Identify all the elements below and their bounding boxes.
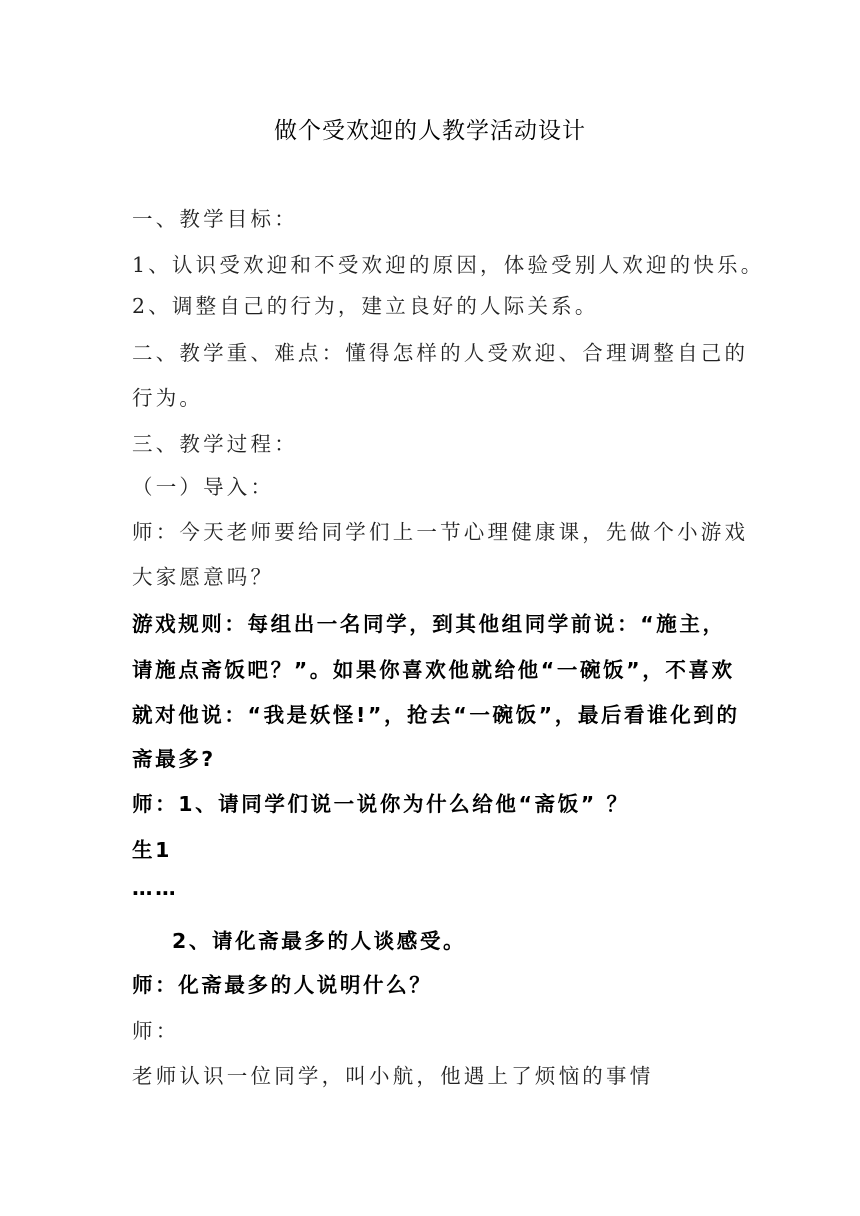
- game-rules-line: 游戏规则：每组出一名同学，到其他组同学前说：“施主，: [132, 612, 726, 636]
- document-title: 做个受欢迎的人教学活动设计: [274, 118, 586, 144]
- student-answer-line: 生1: [132, 838, 172, 862]
- game-rules-line: 就对他说：“我是妖怪!”，抢去“一碗饭”，最后看谁化到的: [132, 703, 740, 727]
- section-heading-key-points: 二、教学重、难点：懂得怎样的人受欢迎、合理调整自己的: [132, 341, 749, 365]
- game-rules-line: 斋最多?: [132, 747, 216, 771]
- section-heading-process: 三、教学过程：: [132, 432, 298, 456]
- objective-item-1: 1、认识受欢迎和不受欢迎的原因，体验受别人欢迎的快乐。: [132, 253, 765, 277]
- teacher-question-line: 2、请化斋最多的人谈感受。: [172, 929, 467, 953]
- game-rules-line: 请施点斋饭吧？”。如果你喜欢他就给他“一碗饭”，不喜欢: [132, 658, 735, 682]
- paragraph-line: 老师认识一位同学，叫小航，他遇上了烦恼的事情: [132, 1064, 654, 1088]
- subsection-heading-intro: （一）导入：: [132, 475, 275, 499]
- teacher-line: 师：: [132, 1019, 180, 1043]
- teacher-question-line: 师：化斋最多的人说明什么？: [132, 973, 433, 997]
- section-heading-objectives: 一、教学目标：: [132, 207, 298, 231]
- teacher-question-line: 师：1、请同学们说一说你为什么给他“斋饭” ？: [132, 792, 630, 816]
- paragraph-line: 师：今天老师要给同学们上一节心理健康课，先做个小游戏: [132, 520, 749, 544]
- objective-item-2: 2、调整自己的行为，建立良好的人际关系。: [132, 294, 599, 318]
- key-points-continuation: 行为。: [132, 386, 204, 410]
- ellipsis-line: ……: [132, 876, 179, 900]
- paragraph-line: 大家愿意吗？: [132, 565, 275, 589]
